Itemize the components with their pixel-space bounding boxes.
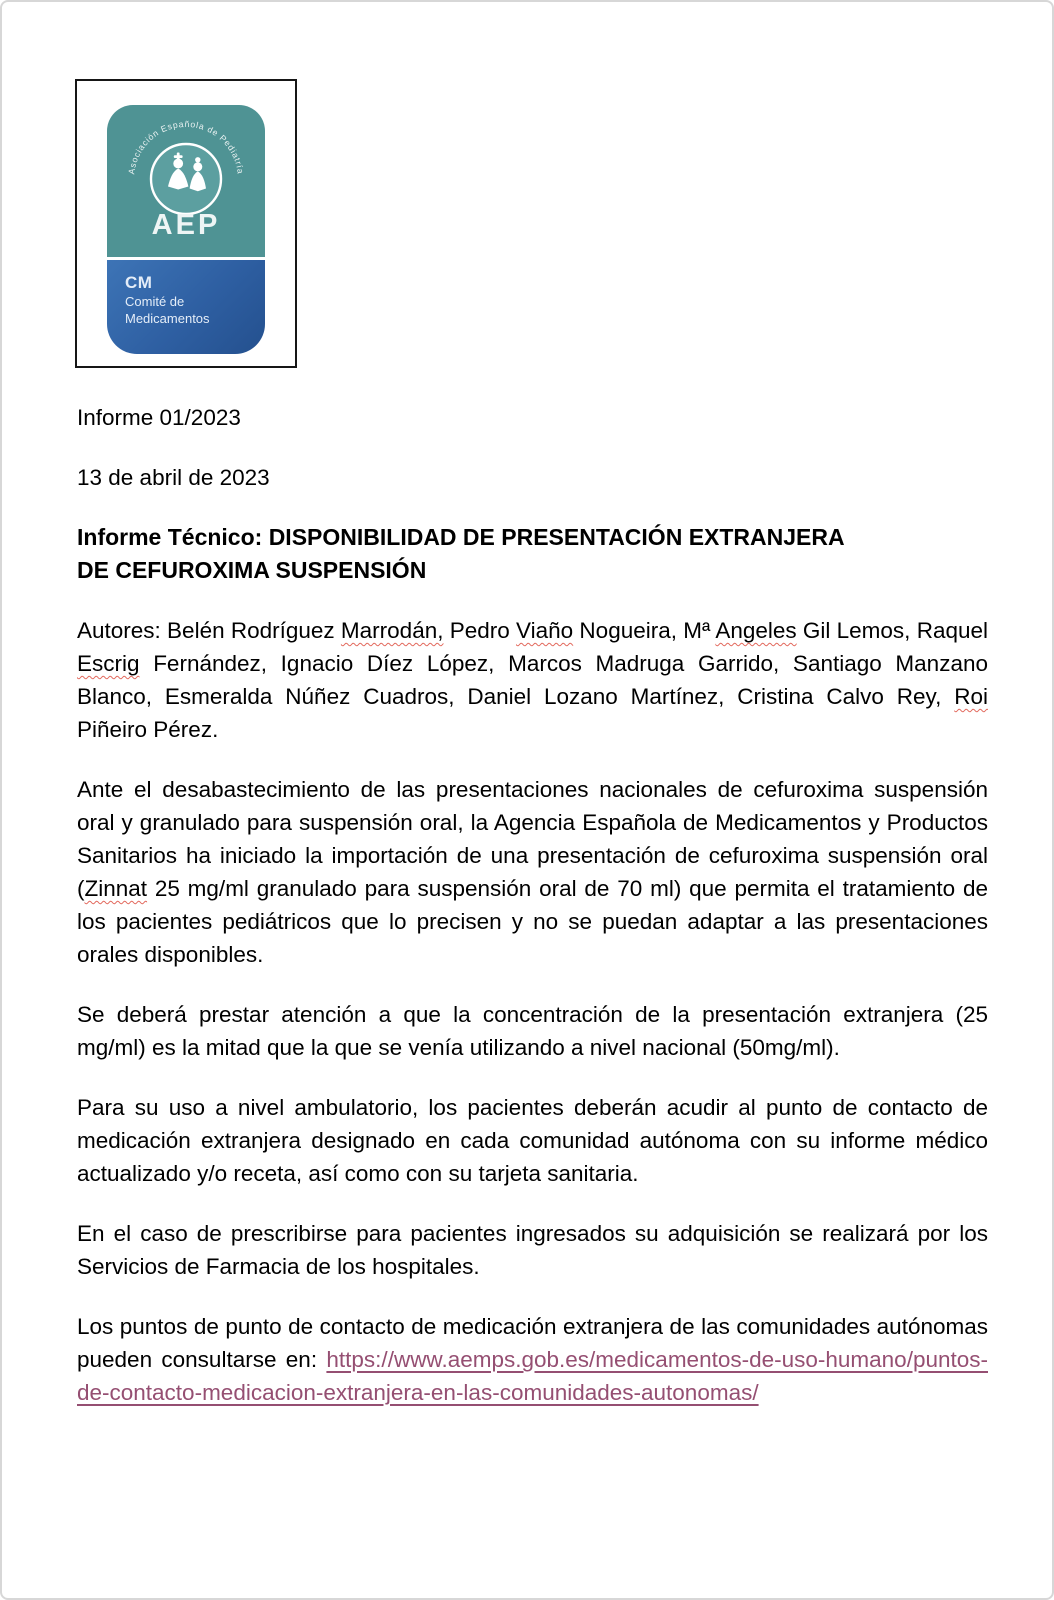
text-run: En el caso de prescribirse para pacientes ingresados su adquisición se realizará por los Servicios de Farmacia de los hospitales. xyxy=(77,1221,988,1279)
aep-ring-text: Asociación Española de Pediatría xyxy=(126,118,246,175)
text-run: Piñeiro Pérez. xyxy=(77,717,219,742)
text-run: Nogueira, Mª xyxy=(573,618,716,643)
report-number: Informe 01/2023 xyxy=(77,405,241,430)
aep-acronym: AEP xyxy=(151,209,221,241)
text-run: Gil Lemos, Raquel xyxy=(796,618,988,643)
aep-logo-teal-section xyxy=(107,105,265,257)
committee-name-line2: Medicamentos xyxy=(125,311,210,326)
text-run: Se deberá prestar atención a que la concentración de la presentación extranjera (25 mg/ml) es la mitad que la que se venía utilizando a nivel nacional (50mg/ml). xyxy=(77,1002,988,1060)
committee-name-line1: Comité de xyxy=(125,294,185,309)
document-body xyxy=(77,401,988,1436)
committee-code: CM xyxy=(125,273,153,292)
text-run: Autores: Belén Rodríguez xyxy=(77,618,341,643)
misspelled-word: Roi xyxy=(954,684,988,709)
cm-committee-section xyxy=(107,260,265,354)
paragraphs-container xyxy=(77,773,988,1409)
misspelled-word: Zinnat xyxy=(84,876,148,901)
text-run: Los puntos de punto de contacto de medicación extranjera de las comunidades autónomas pueden consultarse en: xyxy=(77,1314,988,1372)
authors-paragraph xyxy=(77,614,988,746)
report-title: Informe Técnico: DISPONIBILIDAD DE PRESENTACIÓN EXTRANJERA DE CEFUROXIMA SUSPENSIÓN xyxy=(77,524,845,583)
aep-logo-inner xyxy=(107,105,265,354)
body-paragraph xyxy=(77,998,988,1064)
body-paragraph xyxy=(77,1217,988,1283)
misspelled-word: Viaño xyxy=(516,618,574,643)
body-paragraph xyxy=(77,1091,988,1190)
misspelled-word: Angeles xyxy=(715,618,797,643)
body-paragraph xyxy=(77,773,988,971)
misspelled-word: Marrodán, xyxy=(340,618,444,643)
text-run: Para su uso a nivel ambulatorio, los pacientes deberán acudir al punto de contacto de medicación extranjera designado en cada comunidad autónoma con su informe médico actualizado y/o receta, así como con su tarjeta sanitaria. xyxy=(77,1095,988,1186)
text-run: 25 mg/ml granulado para suspensión oral de 70 ml) que permita el tratamiento de los pacientes pediátricos que lo precisen y no se puedan adaptar a las presentaciones orales disponibles. xyxy=(77,876,988,967)
body-paragraph xyxy=(77,1310,988,1409)
text-run: Pedro xyxy=(443,618,517,643)
aep-logo xyxy=(75,79,297,368)
report-date: 13 de abril de 2023 xyxy=(77,465,270,490)
misspelled-word: Escrig xyxy=(77,651,140,676)
text-run: Ante el desabastecimiento de las presentaciones nacionales de cefuroxima suspensión oral y granulado para suspensión oral, la Agencia Española de Medicamentos y Productos Sanitarios ha iniciado la importación de una presentación de cefuroxima suspensión oral ( xyxy=(77,777,988,901)
text-run: Fernández, Ignacio Díez López, Marcos Madruga Garrido, Santiago Manzano Blanco, Esmeralda Núñez Cuadros, Daniel Lozano Martínez, Cristina Calvo Rey, xyxy=(77,651,988,709)
aemps-link[interactable]: https://www.aemps.gob.es/medicamentos-de-uso-humano/puntos-de-contacto-medicacion-extranjera-en-las-comunidades-autonomas/ xyxy=(77,1347,988,1405)
